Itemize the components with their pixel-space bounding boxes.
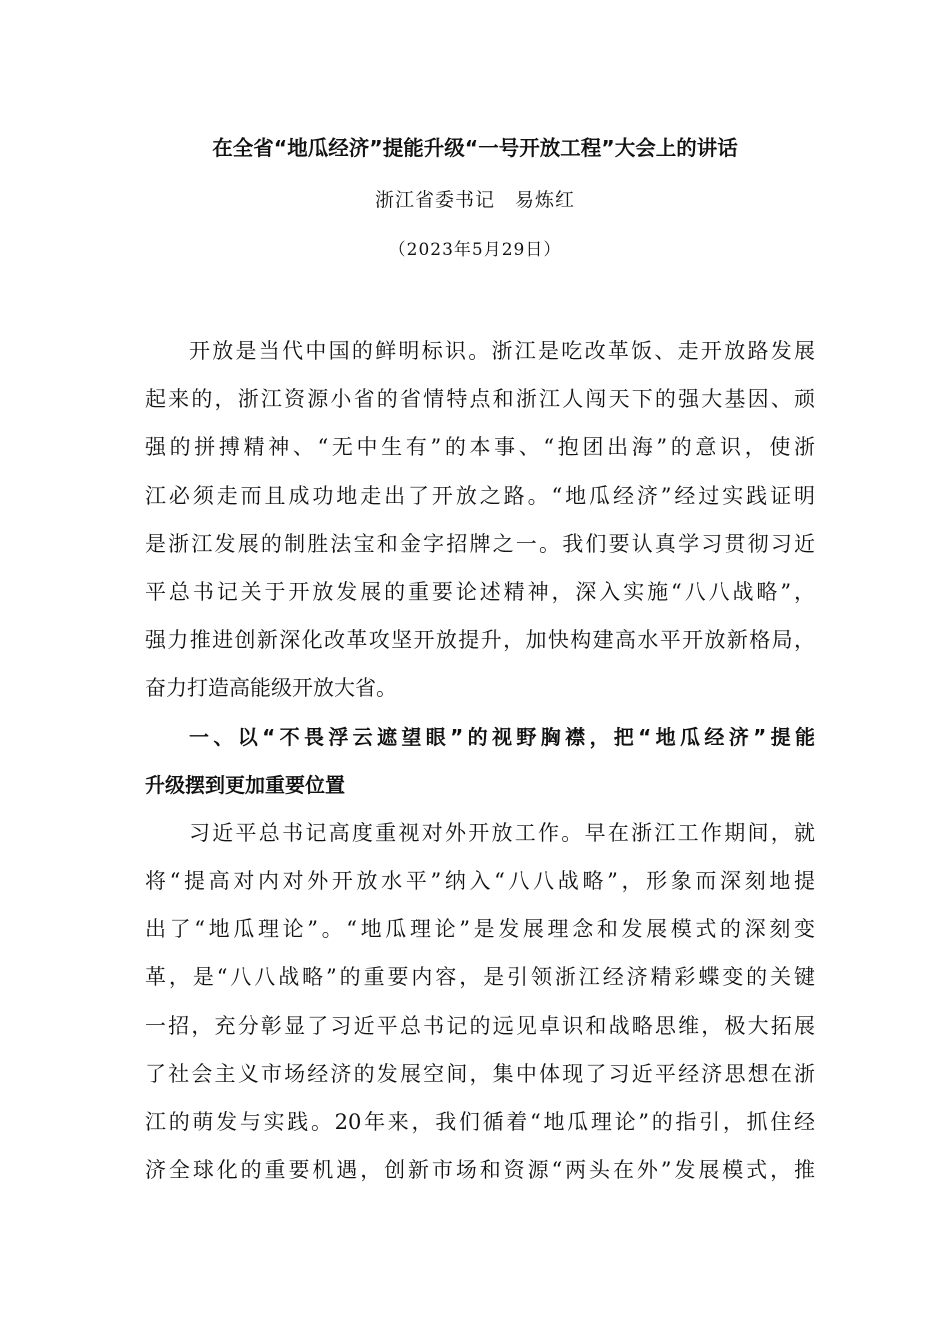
paragraph-line: 江的萌发与实践。20年来，我们循着“地瓜理论”的指引，抓住经 (145, 1110, 815, 1134)
document-title: 在全省“地瓜经济”提能升级“一号开放工程”大会上的讲话 (212, 136, 738, 160)
document-date: （2023年5月29日） (388, 240, 562, 260)
paragraph-line: 起来的，浙江资源小省的省情特点和浙江人闯天下的强大基因、顽 (145, 387, 815, 412)
paragraph-line: 将“提高对内对外开放水平”纳入“八八战略”，形象而深刻地提 (145, 869, 815, 894)
paragraph-line: 强的拼搏精神、“无中生有”的本事、“抱团出海”的意识，使浙 (145, 435, 815, 460)
paragraph-line: 开放是当代中国的鲜明标识。浙江是吃改革饭、走开放路发展 (189, 339, 815, 363)
paragraph-line: 强力推进创新深化改革攻坚开放提升，加快构建高水平开放新格局， (145, 628, 815, 653)
section-heading-line: 一、以“不畏浮云遮望眼”的视野胸襟，把“地瓜经济”提能 (189, 724, 815, 749)
paragraph-line: 了社会主义市场经济的发展空间，集中体现了习近平经济思想在浙 (145, 1061, 815, 1086)
paragraph-line: 习近平总书记高度重视对外开放工作。早在浙江工作期间，就 (189, 820, 815, 845)
paragraph-line: 奋力打造高能级开放大省。 (145, 676, 397, 701)
paragraph-line: 出了“地瓜理论”。“地瓜理论”是发展理念和发展模式的深刻变 (145, 917, 815, 942)
paragraph-line: 一招，充分彰显了习近平总书记的远见卓识和战略思维，极大拓展 (145, 1013, 815, 1038)
paragraph-line: 江必须走而且成功地走出了开放之路。“地瓜经济”经过实践证明 (145, 483, 815, 508)
paragraph-line: 革，是“八八战略”的重要内容，是引领浙江经济精彩蝶变的关键 (145, 965, 815, 990)
paragraph-line: 是浙江发展的制胜法宝和金字招牌之一。我们要认真学习贯彻习近 (145, 531, 815, 556)
document-body (145, 334, 815, 1201)
document-author: 浙江省委书记 易炼红 (374, 189, 575, 211)
section-heading-line: 升级摆到更加重要位置 (145, 772, 345, 797)
paragraph-line: 济全球化的重要机遇，创新市场和资源“两头在外”发展模式，推 (145, 1158, 815, 1183)
paragraph-line: 平总书记关于开放发展的重要论述精神，深入实施“八八战略”， (145, 579, 815, 604)
